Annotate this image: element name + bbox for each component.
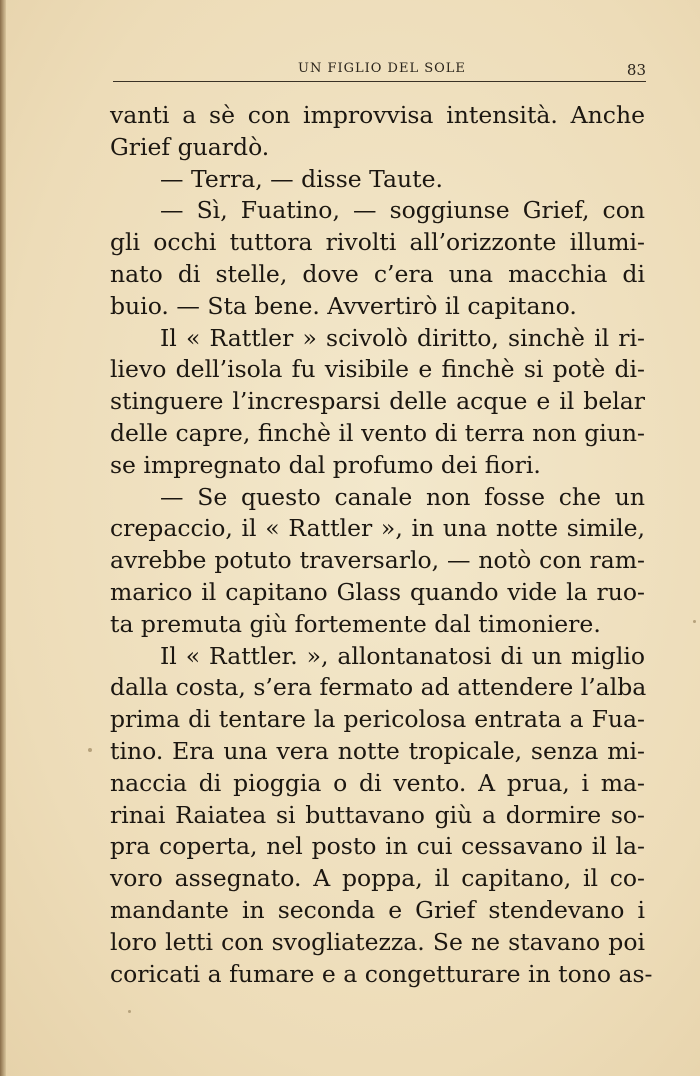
text-line: ta premuta giù fortemente dal timoniere.	[110, 609, 601, 638]
text-line: — Sì, Fuatino, — soggiunse Grief, con	[160, 196, 645, 225]
text-line: stinguere l’incresparsi delle acque e il belar	[110, 387, 645, 416]
text-line: crepaccio, il « Rattler », in una notte simile,	[110, 514, 645, 543]
text-line: mandante in seconda e Grief stendevano i	[110, 895, 645, 924]
text-line: lievo dell’isola fu visibile e finchè si potè di-	[110, 355, 645, 384]
text-line: dalla costa, s’era fermato ad attendere l’alba	[110, 673, 647, 702]
page-binding-edge	[0, 0, 6, 1076]
text-line: naccia di pioggia o di vento. A prua, i ma-	[110, 768, 645, 797]
text-line: Il « Rattler » scivolò diritto, sinchè il ri-	[160, 323, 645, 352]
text-line: se impregnato dal profumo dei fiori.	[110, 450, 541, 479]
text-line: — Terra, — disse Taute.	[160, 164, 443, 193]
text-line: vanti a sè con improvvisa intensità. Anche	[110, 101, 645, 129]
body-text	[110, 100, 653, 990]
text-line: prima di tentare la pericolosa entrata a Fua-	[110, 705, 645, 734]
header-rule	[113, 81, 646, 82]
paper-speck	[88, 748, 92, 752]
text-line: Grief guardò.	[110, 132, 270, 161]
text-line: marico il capitano Glass quando vide la ruo-	[110, 577, 645, 606]
text-line: loro letti con svogliatezza. Se ne stavano poi	[110, 927, 645, 956]
text-line: pra coperta, nel posto in cui cessavano il la-	[110, 832, 645, 861]
text-line: — Se questo canale non fosse che un	[160, 482, 645, 511]
text-line: gli occhi tuttora rivolti all’orizzonte illumi-	[110, 228, 645, 257]
text-line: buio. — Sta bene. Avvertirò il capitano.	[110, 291, 577, 320]
text-line: voro assegnato. A poppa, il capitano, il co-	[110, 864, 645, 893]
text-line: tino. Era una vera notte tropicale, senza mi-	[110, 736, 645, 765]
running-head: UN FIGLIO DEL SOLE	[298, 61, 466, 76]
text-line: delle capre, finchè il vento di terra non giun-	[110, 418, 645, 447]
page-header	[113, 58, 646, 84]
paper-speck	[128, 1010, 131, 1013]
paper-speck	[693, 620, 696, 623]
text-line: rinai Raiatea si buttavano giù a dormire so-	[110, 800, 645, 829]
text-line: nato di stelle, dove c’era una macchia di	[110, 259, 645, 288]
page-number: 83	[626, 61, 646, 79]
text-line: coricati a fumare e a congetturare in tono as-	[110, 959, 653, 988]
text-line: avrebbe potuto traversarlo, — notò con ram-	[110, 546, 645, 575]
text-line: Il « Rattler. », allontanatosi di un miglio	[160, 641, 645, 670]
